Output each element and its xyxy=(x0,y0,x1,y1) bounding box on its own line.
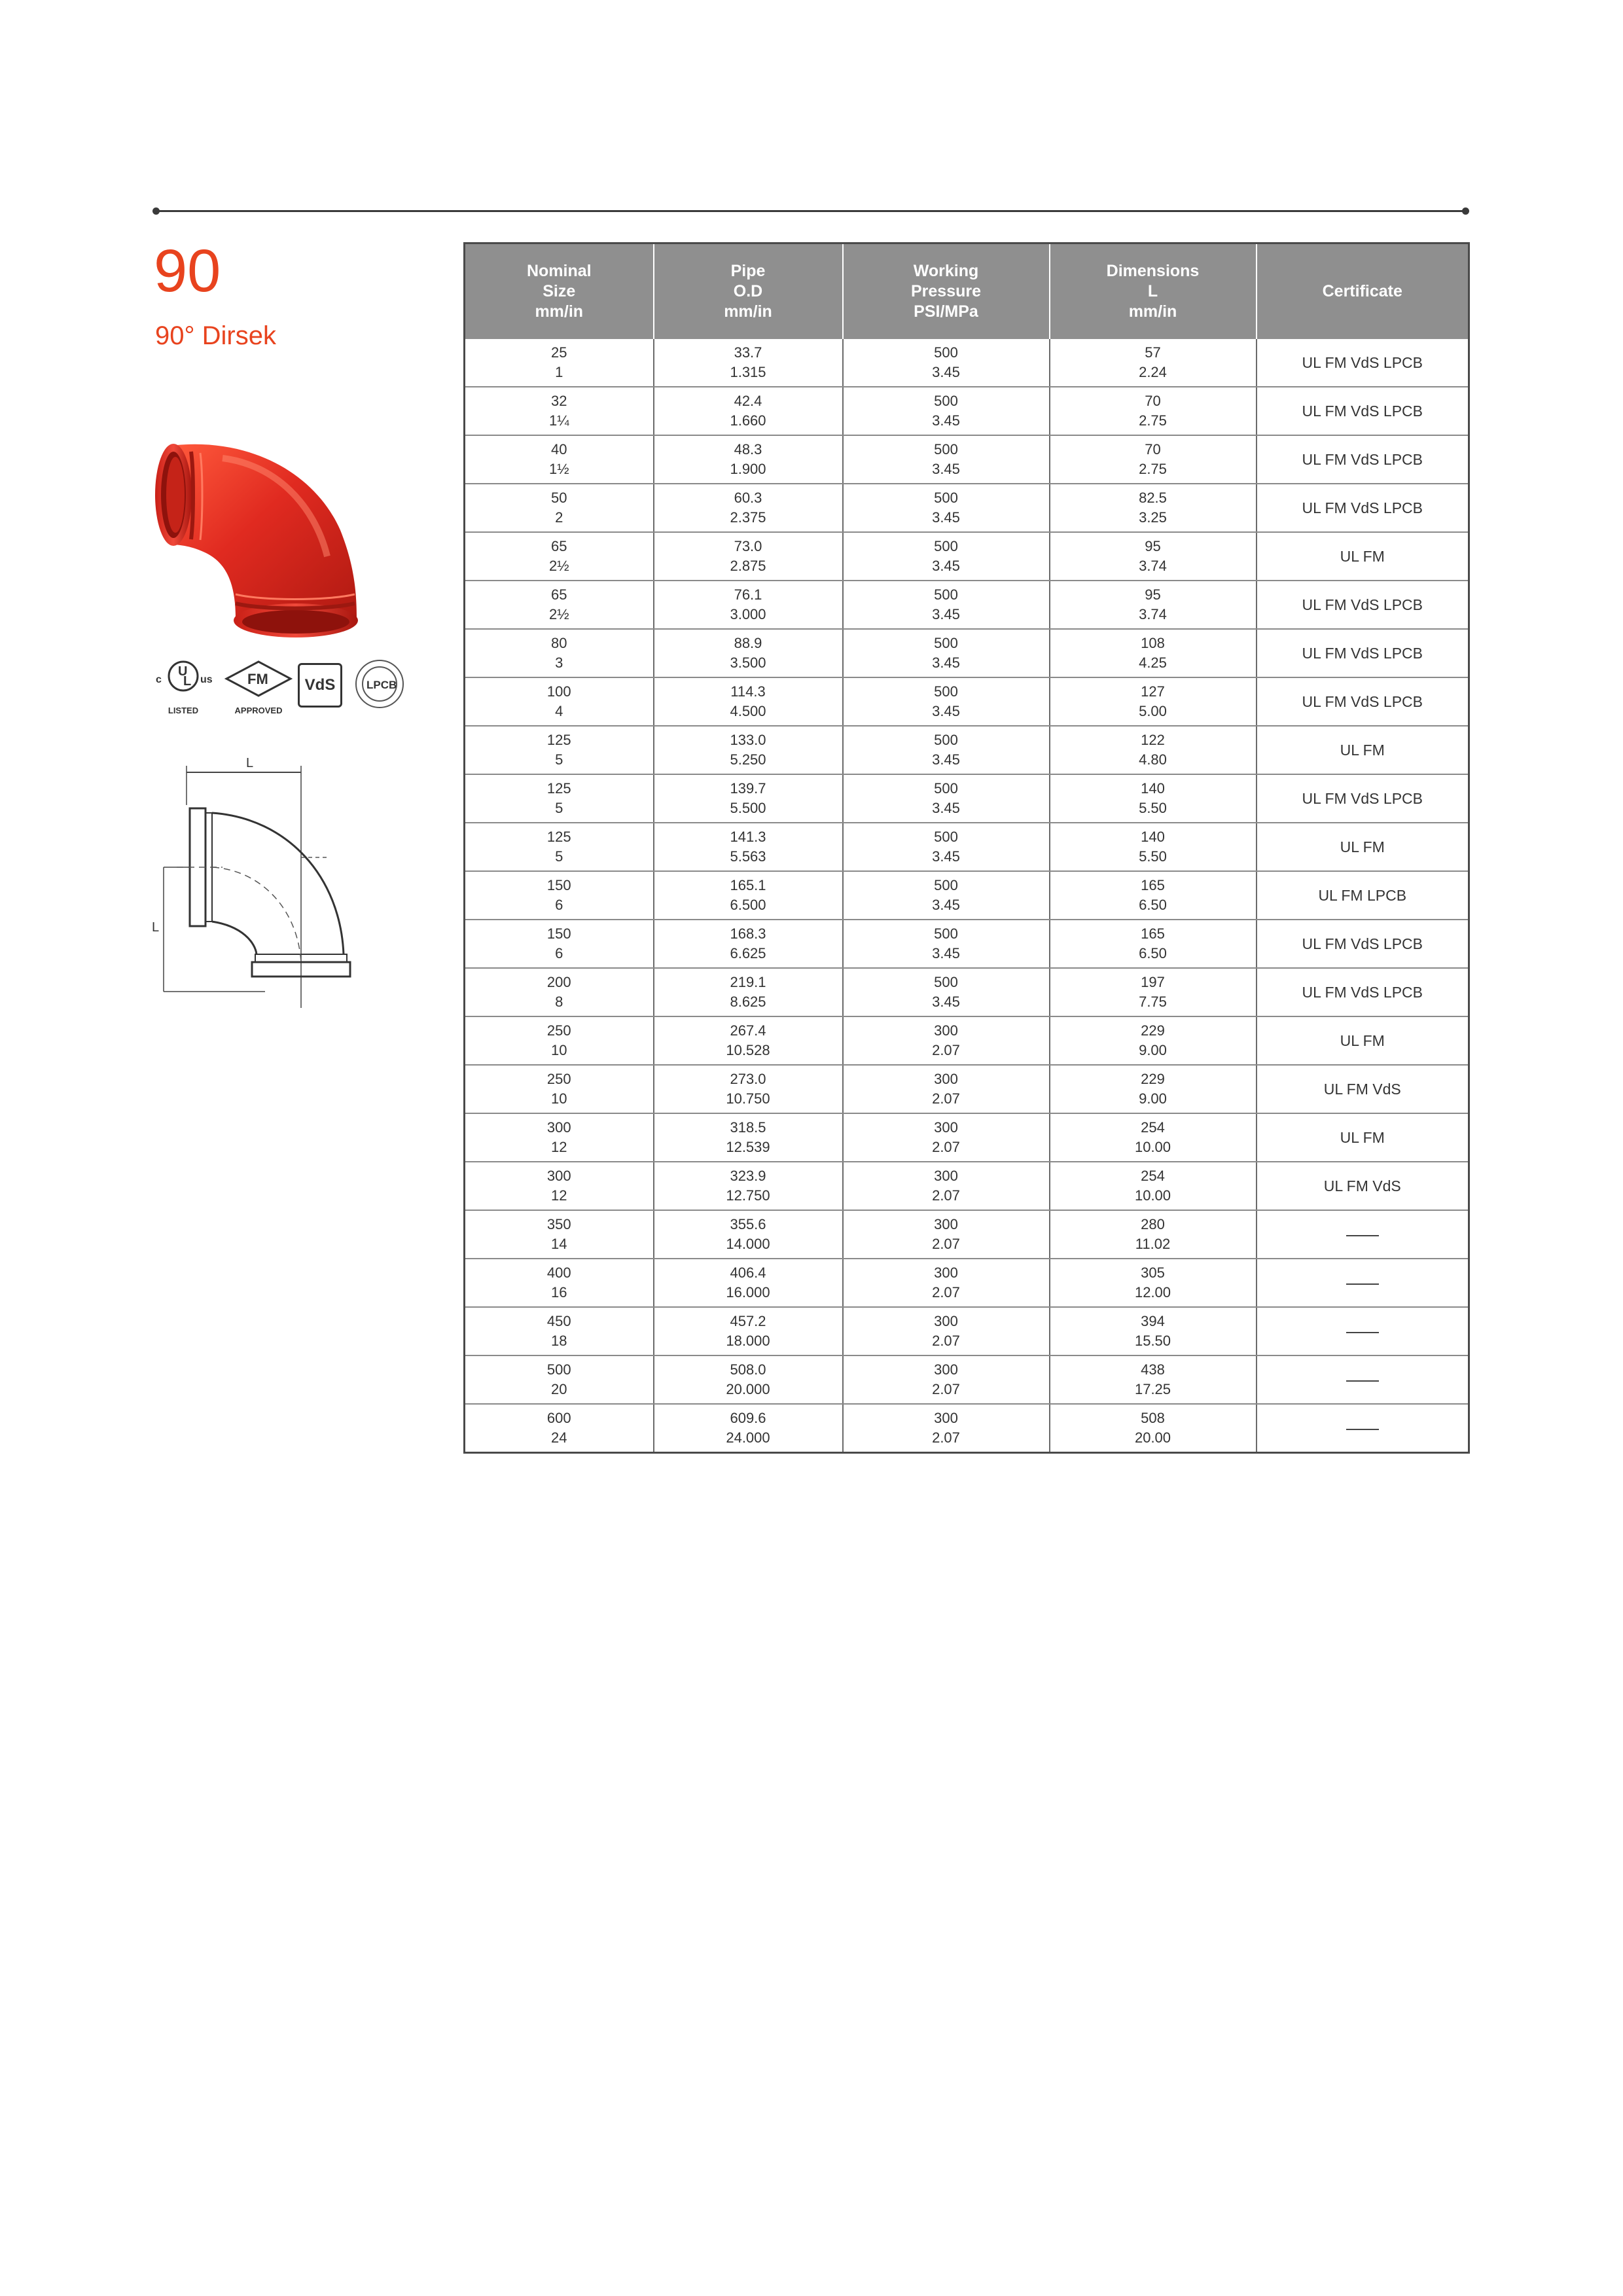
dimension-label-top: L xyxy=(246,756,254,770)
vds-mark xyxy=(298,663,344,708)
cell-pipe-od: 42.4 1.660 xyxy=(654,387,843,435)
cell-nominal-size: 25 1 xyxy=(465,339,654,387)
col-header-pipe-od: Pipe O.D mm/in xyxy=(654,243,843,340)
cell-nominal-size: 32 1¼ xyxy=(465,387,654,435)
ul-listed-mark xyxy=(151,658,216,715)
cell-pipe-od: 323.9 12.750 xyxy=(654,1162,843,1210)
cell-nominal-size: 125 5 xyxy=(465,774,654,823)
cell-working-pressure: 500 3.45 xyxy=(843,968,1050,1016)
technical-drawing xyxy=(151,746,425,1014)
cell-pipe-od: 168.3 6.625 xyxy=(654,920,843,968)
empty-dash xyxy=(1346,1332,1379,1333)
cell-certificate: UL FM VdS xyxy=(1257,1065,1469,1113)
cell-working-pressure: 500 3.45 xyxy=(843,339,1050,387)
cell-working-pressure: 300 2.07 xyxy=(843,1065,1050,1113)
certification-marks xyxy=(151,658,412,723)
cell-dimension-l: 165 6.50 xyxy=(1050,920,1257,968)
cell-certificate: UL FM VdS LPCB xyxy=(1257,677,1469,726)
ul-us-label: us xyxy=(200,674,213,685)
product-title: 90° Dirsek xyxy=(155,321,276,350)
cell-nominal-size: 250 10 xyxy=(465,1065,654,1113)
col-header-working-pressure: Working Pressure PSI/MPa xyxy=(843,243,1050,340)
cell-pipe-od: 133.0 5.250 xyxy=(654,726,843,774)
cell-dimension-l: 254 10.00 xyxy=(1050,1113,1257,1162)
cell-certificate xyxy=(1257,1355,1469,1404)
cell-nominal-size: 65 2½ xyxy=(465,532,654,581)
cell-dimension-l: 95 3.74 xyxy=(1050,532,1257,581)
table-row xyxy=(465,726,1469,774)
cell-nominal-size: 125 5 xyxy=(465,726,654,774)
col-header-nominal-size: Nominal Size mm/in xyxy=(465,243,654,340)
cell-pipe-od: 114.3 4.500 xyxy=(654,677,843,726)
table-row xyxy=(465,387,1469,435)
table-row xyxy=(465,1355,1469,1404)
table-row xyxy=(465,1404,1469,1453)
table-row xyxy=(465,532,1469,581)
cell-working-pressure: 500 3.45 xyxy=(843,387,1050,435)
cell-working-pressure: 300 2.07 xyxy=(843,1259,1050,1307)
cell-nominal-size: 300 12 xyxy=(465,1162,654,1210)
cell-pipe-od: 318.5 12.539 xyxy=(654,1113,843,1162)
cell-pipe-od: 406.4 16.000 xyxy=(654,1259,843,1307)
fm-mark-label: FM xyxy=(247,671,268,687)
cell-nominal-size: 125 5 xyxy=(465,823,654,871)
cell-certificate: UL FM xyxy=(1257,726,1469,774)
cell-certificate: UL FM VdS LPCB xyxy=(1257,629,1469,677)
table-row xyxy=(465,968,1469,1016)
cell-dimension-l: 229 9.00 xyxy=(1050,1065,1257,1113)
cell-working-pressure: 500 3.45 xyxy=(843,581,1050,629)
cell-working-pressure: 500 3.45 xyxy=(843,920,1050,968)
cell-dimension-l: 140 5.50 xyxy=(1050,823,1257,871)
cell-pipe-od: 219.1 8.625 xyxy=(654,968,843,1016)
cell-dimension-l: 254 10.00 xyxy=(1050,1162,1257,1210)
cell-nominal-size: 450 18 xyxy=(465,1307,654,1355)
cell-working-pressure: 300 2.07 xyxy=(843,1404,1050,1453)
dimension-label-side: L xyxy=(152,920,160,935)
empty-dash xyxy=(1346,1380,1379,1382)
cell-dimension-l: 127 5.00 xyxy=(1050,677,1257,726)
table-row xyxy=(465,920,1469,968)
table-row xyxy=(465,823,1469,871)
cell-working-pressure: 300 2.07 xyxy=(843,1016,1050,1065)
cell-certificate: UL FM VdS LPCB xyxy=(1257,968,1469,1016)
cell-pipe-od: 139.7 5.500 xyxy=(654,774,843,823)
cell-certificate: UL FM VdS LPCB xyxy=(1257,581,1469,629)
empty-dash xyxy=(1346,1429,1379,1430)
cell-nominal-size: 50 2 xyxy=(465,484,654,532)
table-row xyxy=(465,871,1469,920)
table-row xyxy=(465,677,1469,726)
cell-pipe-od: 609.6 24.000 xyxy=(654,1404,843,1453)
cell-working-pressure: 500 3.45 xyxy=(843,435,1050,484)
cell-pipe-od: 88.9 3.500 xyxy=(654,629,843,677)
table-row xyxy=(465,774,1469,823)
table-row xyxy=(465,1162,1469,1210)
product-photo-elbow xyxy=(151,432,386,648)
cell-working-pressure: 500 3.45 xyxy=(843,629,1050,677)
top-divider-rule xyxy=(155,210,1467,212)
table-row xyxy=(465,1065,1469,1113)
cell-working-pressure: 300 2.07 xyxy=(843,1113,1050,1162)
cell-nominal-size: 150 6 xyxy=(465,871,654,920)
cell-nominal-size: 200 8 xyxy=(465,968,654,1016)
cell-working-pressure: 300 2.07 xyxy=(843,1307,1050,1355)
ul-listed-label: LISTED xyxy=(168,706,199,715)
cell-certificate xyxy=(1257,1210,1469,1259)
cell-working-pressure: 500 3.45 xyxy=(843,726,1050,774)
cell-dimension-l: 438 17.25 xyxy=(1050,1355,1257,1404)
fm-approved-mark xyxy=(223,658,294,715)
empty-dash xyxy=(1346,1235,1379,1236)
cell-pipe-od: 48.3 1.900 xyxy=(654,435,843,484)
cell-certificate: UL FM VdS LPCB xyxy=(1257,484,1469,532)
cell-working-pressure: 300 2.07 xyxy=(843,1210,1050,1259)
cell-pipe-od: 273.0 10.750 xyxy=(654,1065,843,1113)
cell-pipe-od: 33.7 1.315 xyxy=(654,339,843,387)
cell-dimension-l: 508 20.00 xyxy=(1050,1404,1257,1453)
product-code: 90 xyxy=(154,238,221,304)
table-row xyxy=(465,1259,1469,1307)
cell-working-pressure: 500 3.45 xyxy=(843,871,1050,920)
cell-nominal-size: 150 6 xyxy=(465,920,654,968)
cell-certificate: UL FM VdS LPCB xyxy=(1257,774,1469,823)
lpcb-label: LPCB xyxy=(366,679,397,691)
table-row xyxy=(465,581,1469,629)
cell-dimension-l: 140 5.50 xyxy=(1050,774,1257,823)
vds-label: VdS xyxy=(298,663,342,708)
cell-pipe-od: 165.1 6.500 xyxy=(654,871,843,920)
cell-certificate xyxy=(1257,1404,1469,1453)
cell-pipe-od: 355.6 14.000 xyxy=(654,1210,843,1259)
cell-certificate: UL FM xyxy=(1257,532,1469,581)
cell-dimension-l: 70 2.75 xyxy=(1050,435,1257,484)
cell-dimension-l: 197 7.75 xyxy=(1050,968,1257,1016)
cell-pipe-od: 457.2 18.000 xyxy=(654,1307,843,1355)
cell-certificate: UL FM VdS LPCB xyxy=(1257,435,1469,484)
cell-working-pressure: 300 2.07 xyxy=(843,1355,1050,1404)
cell-dimension-l: 165 6.50 xyxy=(1050,871,1257,920)
cell-dimension-l: 57 2.24 xyxy=(1050,339,1257,387)
table-header-row xyxy=(465,243,1469,340)
svg-text:U: U xyxy=(178,664,188,679)
cell-working-pressure: 500 3.45 xyxy=(843,823,1050,871)
cell-dimension-l: 95 3.74 xyxy=(1050,581,1257,629)
cell-dimension-l: 394 15.50 xyxy=(1050,1307,1257,1355)
cell-certificate: UL FM VdS LPCB xyxy=(1257,387,1469,435)
cell-nominal-size: 600 24 xyxy=(465,1404,654,1453)
cell-certificate xyxy=(1257,1307,1469,1355)
col-header-dimensions: Dimensions L mm/in xyxy=(1050,243,1257,340)
cell-dimension-l: 305 12.00 xyxy=(1050,1259,1257,1307)
table-row xyxy=(465,435,1469,484)
cell-pipe-od: 508.0 20.000 xyxy=(654,1355,843,1404)
cell-pipe-od: 141.3 5.563 xyxy=(654,823,843,871)
cell-nominal-size: 40 1½ xyxy=(465,435,654,484)
cell-certificate: UL FM VdS LPCB xyxy=(1257,339,1469,387)
cell-dimension-l: 70 2.75 xyxy=(1050,387,1257,435)
cell-nominal-size: 350 14 xyxy=(465,1210,654,1259)
cell-pipe-od: 73.0 2.875 xyxy=(654,532,843,581)
cell-dimension-l: 229 9.00 xyxy=(1050,1016,1257,1065)
cell-nominal-size: 80 3 xyxy=(465,629,654,677)
cell-working-pressure: 500 3.45 xyxy=(843,484,1050,532)
cell-nominal-size: 300 12 xyxy=(465,1113,654,1162)
specification-table xyxy=(463,242,1470,1454)
cell-certificate: UL FM xyxy=(1257,1016,1469,1065)
cell-pipe-od: 76.1 3.000 xyxy=(654,581,843,629)
cell-dimension-l: 280 11.02 xyxy=(1050,1210,1257,1259)
cell-nominal-size: 100 4 xyxy=(465,677,654,726)
cell-dimension-l: 82.5 3.25 xyxy=(1050,484,1257,532)
table-row xyxy=(465,1113,1469,1162)
empty-dash xyxy=(1346,1283,1379,1285)
cell-certificate: UL FM VdS LPCB xyxy=(1257,920,1469,968)
cell-nominal-size: 65 2½ xyxy=(465,581,654,629)
cell-certificate xyxy=(1257,1259,1469,1307)
cell-certificate: UL FM VdS xyxy=(1257,1162,1469,1210)
table-row xyxy=(465,484,1469,532)
table-row xyxy=(465,629,1469,677)
table-row xyxy=(465,1307,1469,1355)
cell-working-pressure: 300 2.07 xyxy=(843,1162,1050,1210)
cell-working-pressure: 500 3.45 xyxy=(843,677,1050,726)
ul-c-label: c xyxy=(156,674,162,685)
cell-dimension-l: 108 4.25 xyxy=(1050,629,1257,677)
cell-nominal-size: 250 10 xyxy=(465,1016,654,1065)
cell-pipe-od: 60.3 2.375 xyxy=(654,484,843,532)
table-row xyxy=(465,1016,1469,1065)
cell-nominal-size: 500 20 xyxy=(465,1355,654,1404)
cell-pipe-od: 267.4 10.528 xyxy=(654,1016,843,1065)
table-row xyxy=(465,339,1469,387)
cell-working-pressure: 500 3.45 xyxy=(843,774,1050,823)
cell-working-pressure: 500 3.45 xyxy=(843,532,1050,581)
fm-approved-label: APPROVED xyxy=(234,706,283,715)
table-row xyxy=(465,1210,1469,1259)
cell-nominal-size: 400 16 xyxy=(465,1259,654,1307)
lpcb-mark xyxy=(350,658,409,712)
cell-certificate: UL FM xyxy=(1257,1113,1469,1162)
svg-text:L: L xyxy=(183,674,192,689)
col-header-certificate: Certificate xyxy=(1257,243,1469,340)
cell-dimension-l: 122 4.80 xyxy=(1050,726,1257,774)
cell-certificate: UL FM LPCB xyxy=(1257,871,1469,920)
cell-certificate: UL FM xyxy=(1257,823,1469,871)
